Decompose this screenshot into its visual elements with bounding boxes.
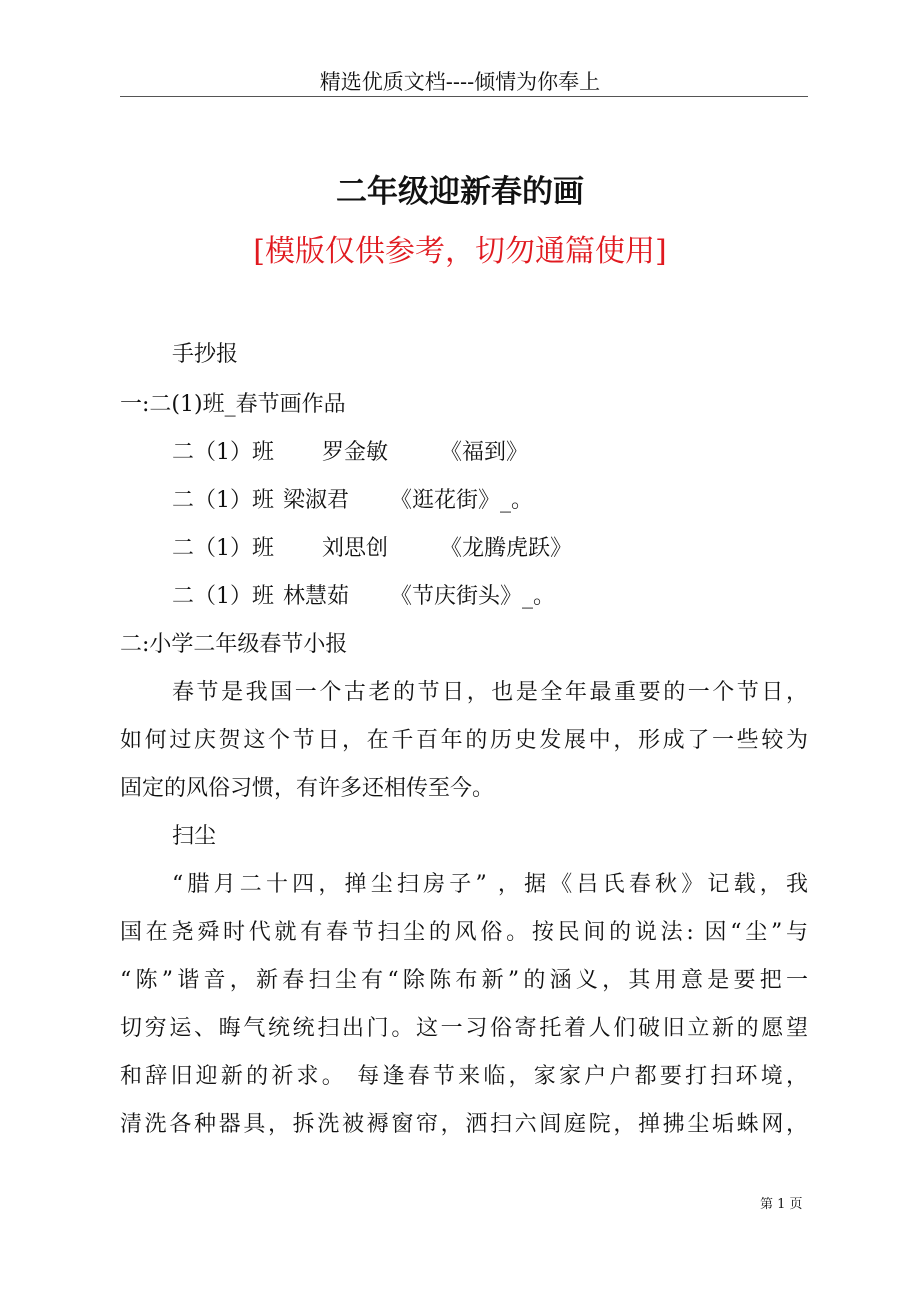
page-number: 第 1 页 — [760, 1197, 803, 1212]
paragraph-line: 清洗各种器具，拆洗被褥窗帘，洒扫六闾庭院，掸拂尘垢蛛网， — [120, 1112, 808, 1137]
header-divider — [120, 96, 808, 97]
section-heading: 二:小学二年级春节小报 — [120, 632, 348, 657]
document-title: 二年级迎新春的画 — [336, 174, 584, 210]
paragraph-line: 春节是我国一个古老的节日，也是全年最重要的一个节日， — [172, 680, 808, 705]
paragraph-line: “腊月二十四，掸尘扫房子” ，据《吕氏春秋》记载，我 — [172, 872, 808, 897]
work-title: 《逛花街》_。 — [390, 488, 534, 513]
work-author: 林慧茹 — [283, 584, 350, 609]
paragraph-line: 国在尧舜时代就有春节扫尘的风俗。按民间的说法: 因“尘”与 — [120, 920, 808, 945]
paragraph-line: “陈”谐音，新春扫尘有“除陈布新”的涵义，其用意是要把一 — [120, 968, 808, 993]
work-title: 《福到》 — [440, 440, 529, 465]
work-class: 二（1）班 — [172, 488, 274, 513]
template-notice: [模版仅供参考，切勿通篇使用] — [253, 234, 667, 269]
section-heading: 手抄报 — [172, 342, 239, 367]
page-header: 精选优质文档----倾情为你奉上 — [319, 70, 601, 94]
subheading-sweep: 扫尘 — [172, 824, 217, 849]
section-heading: 一:二(1)班_春节画作品 — [120, 392, 346, 417]
work-author: 刘思创 — [322, 536, 389, 561]
paragraph-line: 如何过庆贺这个节日，在千百年的历史发展中，形成了一些较为 — [120, 728, 808, 753]
work-author: 罗金敏 — [322, 440, 389, 465]
work-class: 二（1）班 — [172, 440, 274, 465]
work-class: 二（1）班 — [172, 584, 274, 609]
work-title: 《节庆街头》_。 — [390, 584, 556, 609]
work-class: 二（1）班 — [172, 536, 274, 561]
paragraph-line: 和辞旧迎新的祈求。 每逢春节来临，家家户户都要打扫环境， — [120, 1064, 808, 1089]
paragraph-line: 固定的风俗习惯，有许多还相传至今。 — [120, 776, 495, 801]
paragraph-line: 切穷运、晦气统统扫出门。这一习俗寄托着人们破旧立新的愿望 — [120, 1016, 808, 1041]
work-title: 《龙腾虎跃》 — [440, 536, 573, 561]
work-author: 梁淑君 — [283, 488, 350, 513]
